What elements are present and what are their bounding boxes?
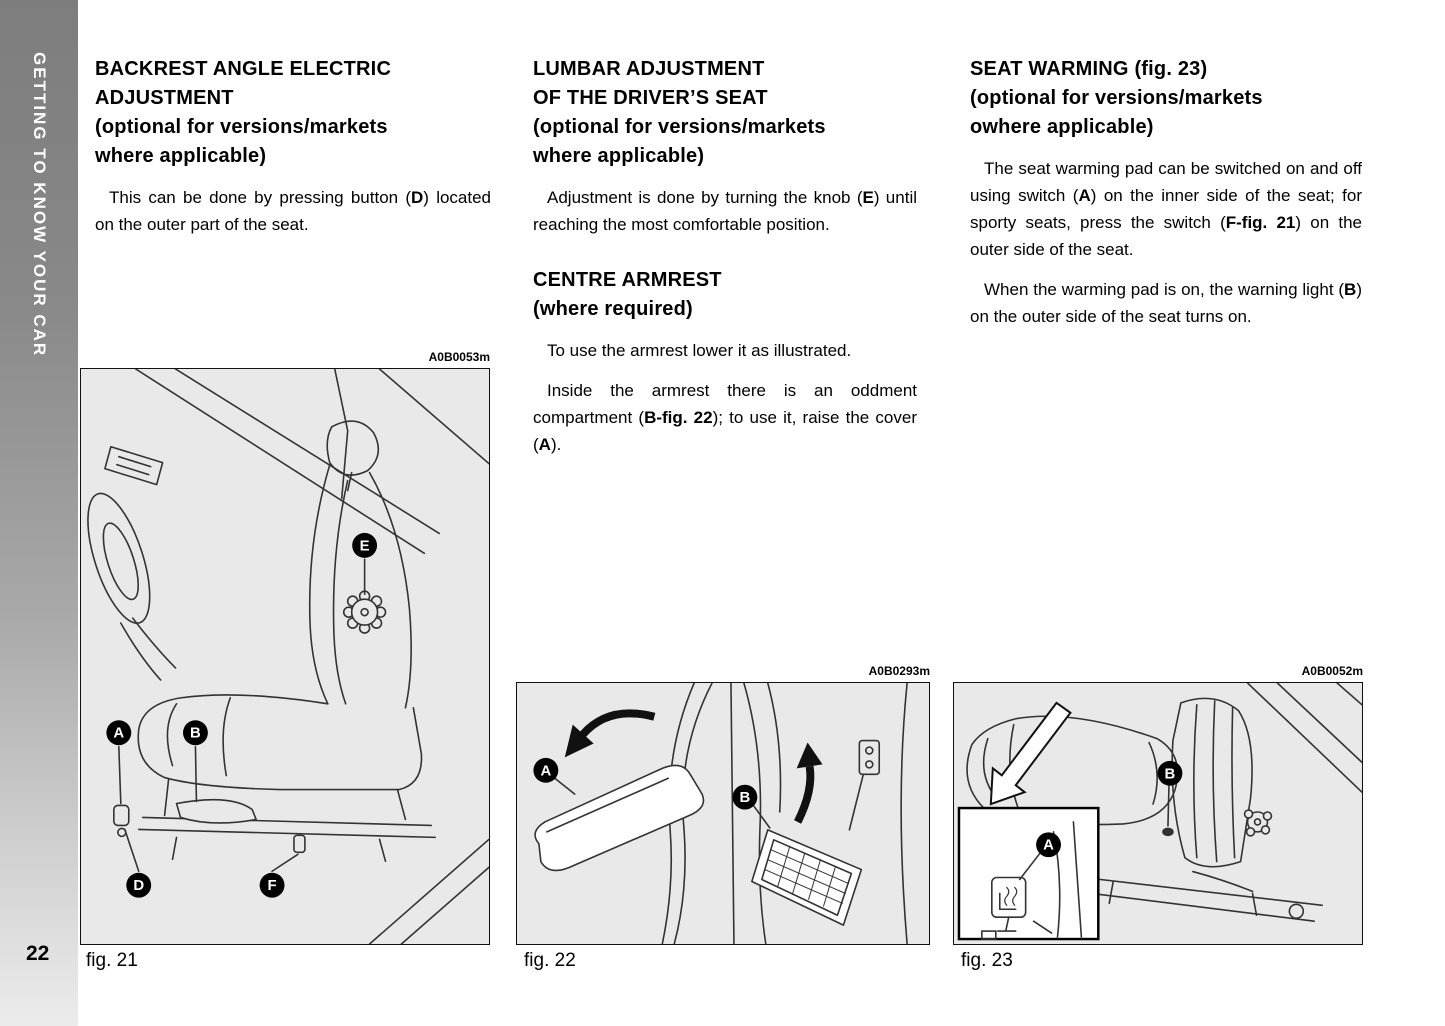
callout-a-label: A [113, 724, 125, 742]
para-seat-warming-switch: The seat warming pad can be switched on and off using switch (A) on the inner side of the seat; for sporty seats, press the switch (F-fig. 21) on the outer side of the seat. [970, 159, 1362, 259]
column-lumbar-armrest [533, 55, 917, 458]
callout-d-label: D [133, 877, 145, 895]
para-armrest-compartment: Inside the armrest there is an oddment compartment (B-fig. 22); to use it, raise the cover (A). [533, 381, 917, 454]
callout-a-label: A [540, 763, 552, 780]
heading-backrest-angle-electric-adjustment: BACKREST ANGLE ELECTRIC ADJUSTMENT (optional for versions/markets where applicable) [95, 58, 392, 167]
callout-e-label: E [359, 537, 370, 555]
fig21-code: A0B0053m [428, 350, 490, 364]
fig21-illustration [80, 368, 490, 945]
heading-centre-armrest: CENTRE ARMREST (where required) [533, 269, 722, 320]
chapter-sidebar [0, 0, 78, 1026]
callout-f-label: F [267, 877, 277, 895]
callout-b-label: B [190, 724, 201, 742]
fig22-code: A0B0293m [868, 664, 930, 678]
switch-inset [959, 808, 1098, 939]
callout-b-label: B [1164, 766, 1176, 783]
chapter-title-vertical: GETTING TO KNOW YOUR CAR [30, 52, 49, 358]
fig23-caption: fig. 23 [961, 950, 1013, 971]
para-armrest-use: To use the armrest lower it as illustrated. [547, 341, 852, 360]
fig22-armrest-drawing [517, 683, 929, 944]
heading-seat-warming: SEAT WARMING (fig. 23) (optional for versions/markets owhere applicable) [970, 58, 1263, 138]
heading-lumbar-adjustment: LUMBAR ADJUSTMENT OF THE DRIVER’S SEAT (optional for versions/markets where applicable) [533, 58, 826, 167]
fig23-illustration [953, 682, 1363, 945]
column-seat-warming [970, 55, 1362, 330]
para-lumbar-adjustment: Adjustment is done by turning the knob (E) until reaching the most comfortable position. [533, 188, 917, 234]
column-backrest-adjustment [95, 55, 491, 238]
fig22-caption: fig. 22 [524, 950, 576, 971]
para-seat-warming-light: When the warming pad is on, the warning light (B) on the outer side of the seat turns on. [970, 280, 1362, 326]
fig23-seat-warming-drawing [954, 683, 1362, 944]
fig23-code: A0B0052m [1301, 664, 1363, 678]
callout-b-label: B [739, 790, 751, 807]
para-backrest-adjustment: This can be done by pressing button (D) located on the outer part of the seat. [95, 188, 492, 234]
page-number: 22 [26, 942, 50, 965]
fig21-caption: fig. 21 [86, 950, 138, 971]
callout-a-label: A [1043, 837, 1054, 854]
fig21-seat-drawing [81, 369, 489, 944]
fig22-illustration [516, 682, 930, 945]
